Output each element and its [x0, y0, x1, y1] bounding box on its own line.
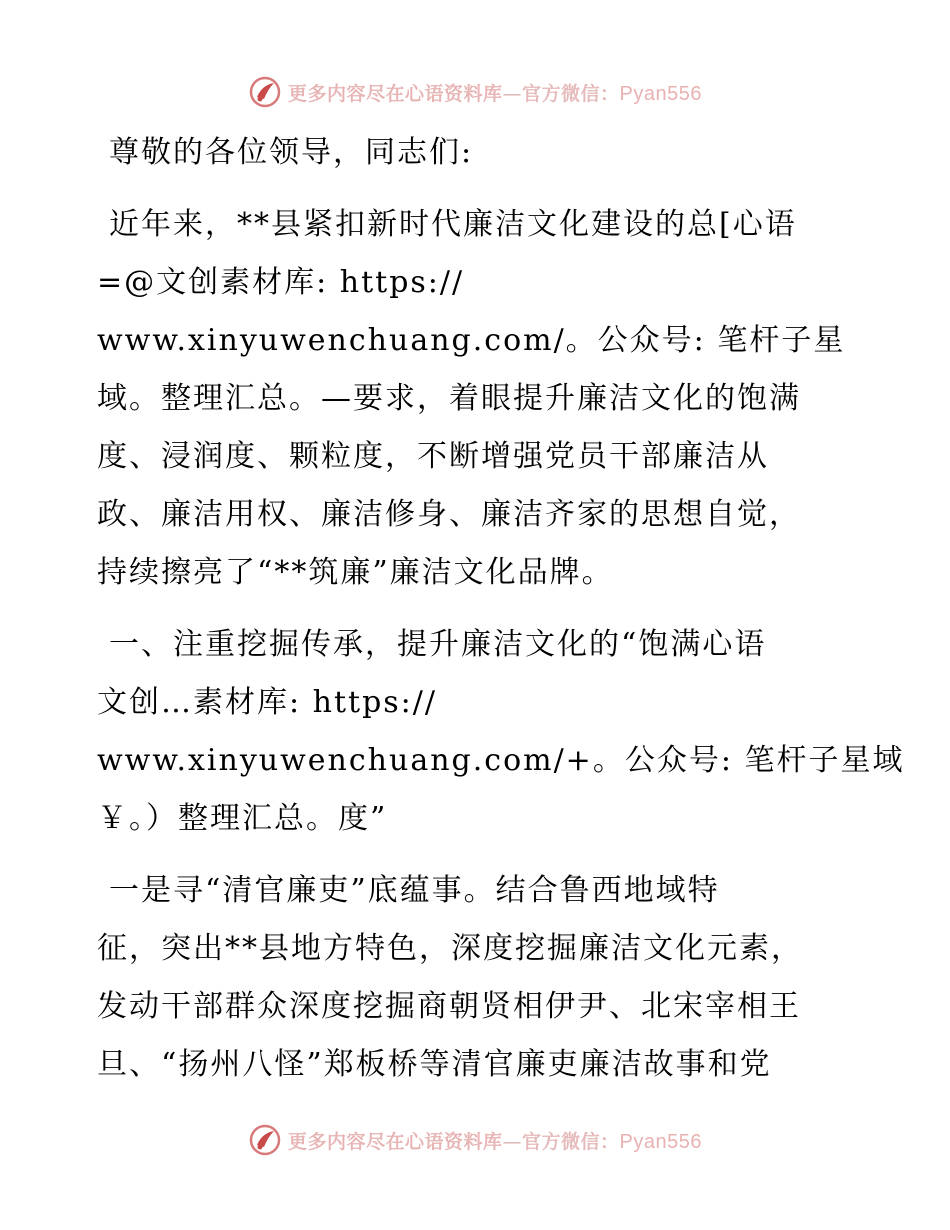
paragraph-line: 度、浸润度、颗粒度，不断增强党员干部廉洁从	[97, 439, 769, 474]
banner-sub-text: 官方微信：	[522, 1130, 620, 1153]
banner-main-text: 更多内容尽在心语资料库	[288, 1130, 503, 1153]
paragraph-line: 近年来，**县紧扣新时代廉洁文化建设的总[心语	[109, 207, 797, 242]
section-heading-line: www.xinyuwenchuang.com/+。公众号: 笔杆子星域	[97, 743, 905, 778]
banner-dash: —	[502, 82, 523, 105]
section-heading-line: 文创…素材库: https://	[97, 685, 437, 720]
paragraph-line: 持续擦亮了“**筑廉”廉洁文化品牌。	[97, 555, 614, 590]
paragraph-line: 发动干部群众深度挖掘商朝贤相伊尹、北宋宰相王	[97, 989, 801, 1024]
salutation-line: 尊敬的各位领导，同志们:	[109, 135, 474, 170]
paragraph-line: 旦、“扬州八怪”郑板桥等清官廉吏廉洁故事和党	[97, 1047, 772, 1082]
header-watermark-banner	[0, 72, 950, 112]
banner-wechat-id: Pyan556	[619, 82, 702, 105]
banner-sub-text: 官方微信：	[522, 82, 620, 105]
paragraph-line: 域。整理汇总。—要求，着眼提升廉洁文化的饱满	[97, 381, 801, 416]
banner-wechat-id: Pyan556	[619, 1130, 702, 1153]
banner-text	[288, 79, 702, 106]
banner-main-text: 更多内容尽在心语资料库	[288, 82, 503, 105]
paragraph-line: 一是寻“清官廉吏”底蕴事。结合鲁西地域特	[109, 873, 720, 908]
paragraph-line: 政、廉洁用权、廉洁修身、廉洁齐家的思想自觉，	[97, 497, 801, 532]
section-heading-line: 一、注重挖掘传承，提升廉洁文化的“饱满心语	[109, 627, 767, 662]
section-heading-line: ￥。）整理汇总。度”	[97, 801, 388, 836]
brush-logo-icon	[248, 75, 282, 109]
brush-logo-icon	[248, 1123, 282, 1157]
banner-dash: —	[502, 1130, 523, 1153]
paragraph-line: =@文创素材库: https://	[97, 265, 465, 300]
paragraph-line: 征，突出**县地方特色，深度挖掘廉洁文化元素，	[97, 931, 803, 966]
document-body	[97, 124, 905, 1094]
paragraph-line: www.xinyuwenchuang.com/。公众号: 笔杆子星	[97, 323, 846, 358]
banner-text	[288, 1127, 702, 1154]
footer-watermark-banner	[0, 1120, 950, 1160]
